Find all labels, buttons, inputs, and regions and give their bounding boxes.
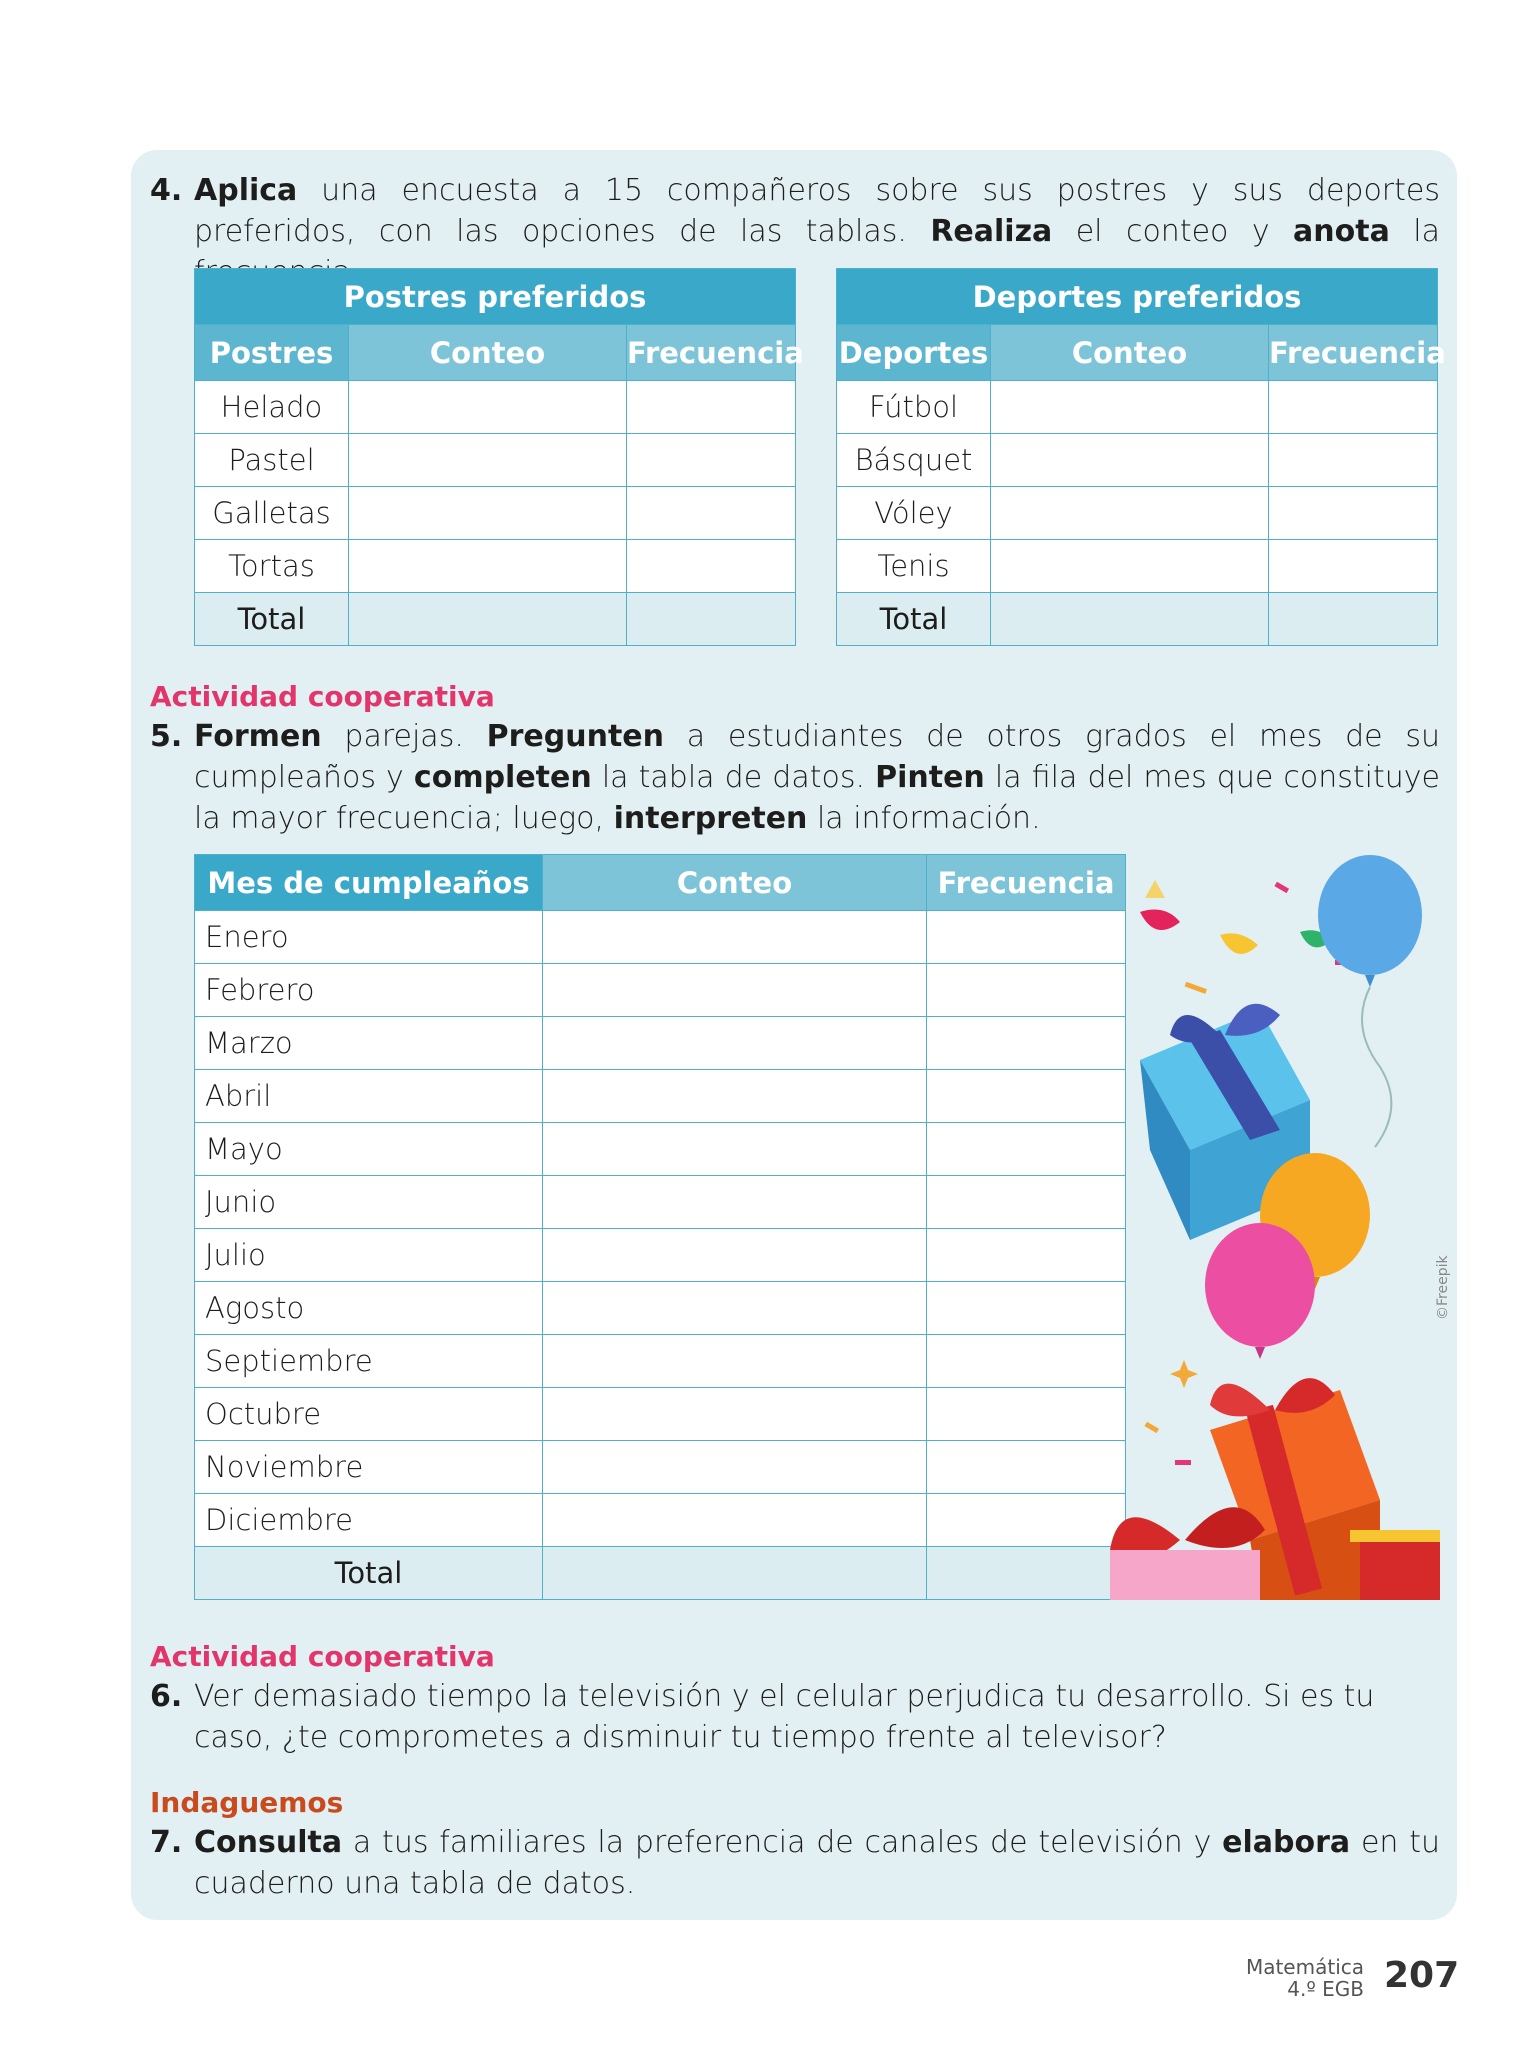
table-row (195, 1335, 1126, 1388)
conteo-cell[interactable] (543, 1441, 927, 1494)
deportes-table (836, 268, 1446, 646)
table-row (195, 911, 1126, 964)
table-row (195, 434, 796, 487)
row-label: Enero (195, 911, 543, 964)
exercise-number: 7. (150, 1825, 183, 1860)
conteo-cell[interactable] (991, 487, 1269, 540)
blue-balloon-icon (1318, 855, 1422, 1147)
conteo-total-cell[interactable] (991, 593, 1269, 646)
table-row (837, 434, 1438, 487)
frecuencia-cell[interactable] (927, 1388, 1126, 1441)
frecuencia-cell[interactable] (927, 1017, 1126, 1070)
pink-balloon-icon (1205, 1223, 1315, 1359)
conteo-cell[interactable] (349, 487, 627, 540)
frecuencia-cell[interactable] (927, 964, 1126, 1017)
total-label: Total (195, 1547, 543, 1600)
table-row (195, 1388, 1126, 1441)
meses-table (194, 854, 1126, 1600)
conteo-cell[interactable] (543, 1388, 927, 1441)
conteo-cell[interactable] (991, 540, 1269, 593)
frecuencia-cell[interactable] (1269, 487, 1438, 540)
exercise-6 (150, 1676, 1440, 1758)
frecuencia-total-cell[interactable] (1269, 593, 1438, 646)
row-label: Marzo (195, 1017, 543, 1070)
col-header: Frecuencia (1269, 325, 1438, 381)
conteo-total-cell[interactable] (543, 1547, 927, 1600)
frecuencia-cell[interactable] (927, 1494, 1126, 1547)
birthday-illustration (1110, 850, 1440, 1600)
conteo-cell[interactable] (543, 964, 927, 1017)
footer-subject: Matemática (1245, 1955, 1364, 1979)
row-label: Helado (195, 381, 349, 434)
total-row (195, 593, 796, 646)
exercise-number: 6. (150, 1679, 183, 1714)
table-row (195, 487, 796, 540)
page-number: 207 (1384, 1955, 1460, 1996)
table-row (195, 1282, 1126, 1335)
frecuencia-cell[interactable] (1269, 540, 1438, 593)
row-label: Agosto (195, 1282, 543, 1335)
exercise-number: 4. (150, 173, 183, 208)
table-row (195, 1123, 1126, 1176)
exercise-text: Consulta a tus familiares la preferencia de canales de televisión y elabora en tu cuaderno una tabla de datos. (194, 1825, 1440, 1901)
conteo-cell[interactable] (349, 540, 627, 593)
table-row (837, 540, 1438, 593)
row-label: Febrero (195, 964, 543, 1017)
section-heading-cooperativa: Actividad cooperativa (150, 1640, 495, 1673)
postres-title: Postres preferidos (195, 269, 796, 325)
col-header: Frecuencia (927, 855, 1126, 911)
frecuencia-cell[interactable] (927, 1335, 1126, 1388)
frecuencia-cell[interactable] (927, 1282, 1126, 1335)
row-label: Diciembre (195, 1494, 543, 1547)
conteo-cell[interactable] (991, 381, 1269, 434)
conteo-total-cell[interactable] (349, 593, 627, 646)
exercise-7 (150, 1822, 1440, 1904)
total-row (195, 1547, 1126, 1600)
conteo-cell[interactable] (543, 1017, 927, 1070)
total-row (837, 593, 1438, 646)
row-label: Noviembre (195, 1441, 543, 1494)
exercise-text: Formen parejas. Pregunten a estudiantes de otros grados el mes de su cumpleaños y completen la tabla de datos. Pinten la fila del mes que constituye la mayor frecuencia; luego, interpreten la información. (194, 719, 1441, 836)
row-label: Tortas (195, 540, 349, 593)
row-label: Pastel (195, 434, 349, 487)
exercise-number: 5. (150, 719, 183, 754)
row-label: Fútbol (837, 381, 991, 434)
table-row (195, 381, 796, 434)
conteo-cell[interactable] (349, 434, 627, 487)
col-header: Mes de cumpleaños (195, 855, 543, 911)
table-row (195, 1441, 1126, 1494)
conteo-cell[interactable] (543, 1123, 927, 1176)
col-header: Postres (195, 325, 349, 381)
total-label: Total (837, 593, 991, 646)
frecuencia-cell[interactable] (1269, 434, 1438, 487)
frecuencia-cell[interactable] (927, 911, 1126, 964)
row-label: Junio (195, 1176, 543, 1229)
conteo-cell[interactable] (543, 1176, 927, 1229)
row-label: Galletas (195, 487, 349, 540)
table-row (195, 1494, 1126, 1547)
col-header: Conteo (543, 855, 927, 911)
frecuencia-cell[interactable] (627, 540, 796, 593)
table-row (837, 381, 1438, 434)
postres-table (194, 268, 804, 646)
row-label: Julio (195, 1229, 543, 1282)
conteo-cell[interactable] (543, 1494, 927, 1547)
frecuencia-cell[interactable] (627, 434, 796, 487)
exercise-text: Ver demasiado tiempo la televisión y el celular perjudica tu desarrollo. Si es tu caso, ¿te comprometes a disminuir tu tiempo frente al televisor? (194, 1679, 1375, 1755)
frecuencia-total-cell[interactable] (927, 1547, 1126, 1600)
frecuencia-total-cell[interactable] (627, 593, 796, 646)
frecuencia-cell[interactable] (1269, 381, 1438, 434)
col-header: Conteo (991, 325, 1269, 381)
conteo-cell[interactable] (543, 1229, 927, 1282)
exercise-text: Aplica una encuesta a 15 compañeros sobre sus postres y sus deportes preferidos, con las opciones de las tablas. Realiza el conteo y anota la (194, 173, 1440, 249)
frecuencia-cell[interactable] (927, 1441, 1126, 1494)
table-row (195, 1017, 1126, 1070)
frecuencia-cell[interactable] (927, 1123, 1126, 1176)
conteo-cell[interactable] (543, 1335, 927, 1388)
conteo-cell[interactable] (991, 434, 1269, 487)
row-label: Básquet (837, 434, 991, 487)
footer-grade: 4.º EGB (1287, 1977, 1364, 2001)
row-label: Tenis (837, 540, 991, 593)
table-row (195, 1070, 1126, 1123)
conteo-cell[interactable] (543, 911, 927, 964)
table-row (837, 487, 1438, 540)
conteo-cell[interactable] (349, 381, 627, 434)
col-header: Conteo (349, 325, 627, 381)
deportes-title: Deportes preferidos (837, 269, 1438, 325)
row-label: Mayo (195, 1123, 543, 1176)
frecuencia-cell[interactable] (927, 1229, 1126, 1282)
image-credit: ©Freepik (1435, 1255, 1451, 1320)
table-row (195, 540, 796, 593)
table-row (195, 964, 1126, 1017)
frecuencia-cell[interactable] (927, 1070, 1126, 1123)
frecuencia-cell[interactable] (627, 487, 796, 540)
exercise-5 (150, 716, 1440, 839)
section-heading-indaguemos: Indaguemos (150, 1786, 344, 1819)
row-label: Abril (195, 1070, 543, 1123)
row-label: Octubre (195, 1388, 543, 1441)
table-row (195, 1176, 1126, 1229)
table-row (195, 1229, 1126, 1282)
col-header: Frecuencia (627, 325, 796, 381)
conteo-cell[interactable] (543, 1070, 927, 1123)
section-heading-cooperativa: Actividad cooperativa (150, 680, 495, 713)
row-label: Septiembre (195, 1335, 543, 1388)
total-label: Total (195, 593, 349, 646)
row-label: Vóley (837, 487, 991, 540)
conteo-cell[interactable] (543, 1282, 927, 1335)
frecuencia-cell[interactable] (627, 381, 796, 434)
col-header: Deportes (837, 325, 991, 381)
frecuencia-cell[interactable] (927, 1176, 1126, 1229)
